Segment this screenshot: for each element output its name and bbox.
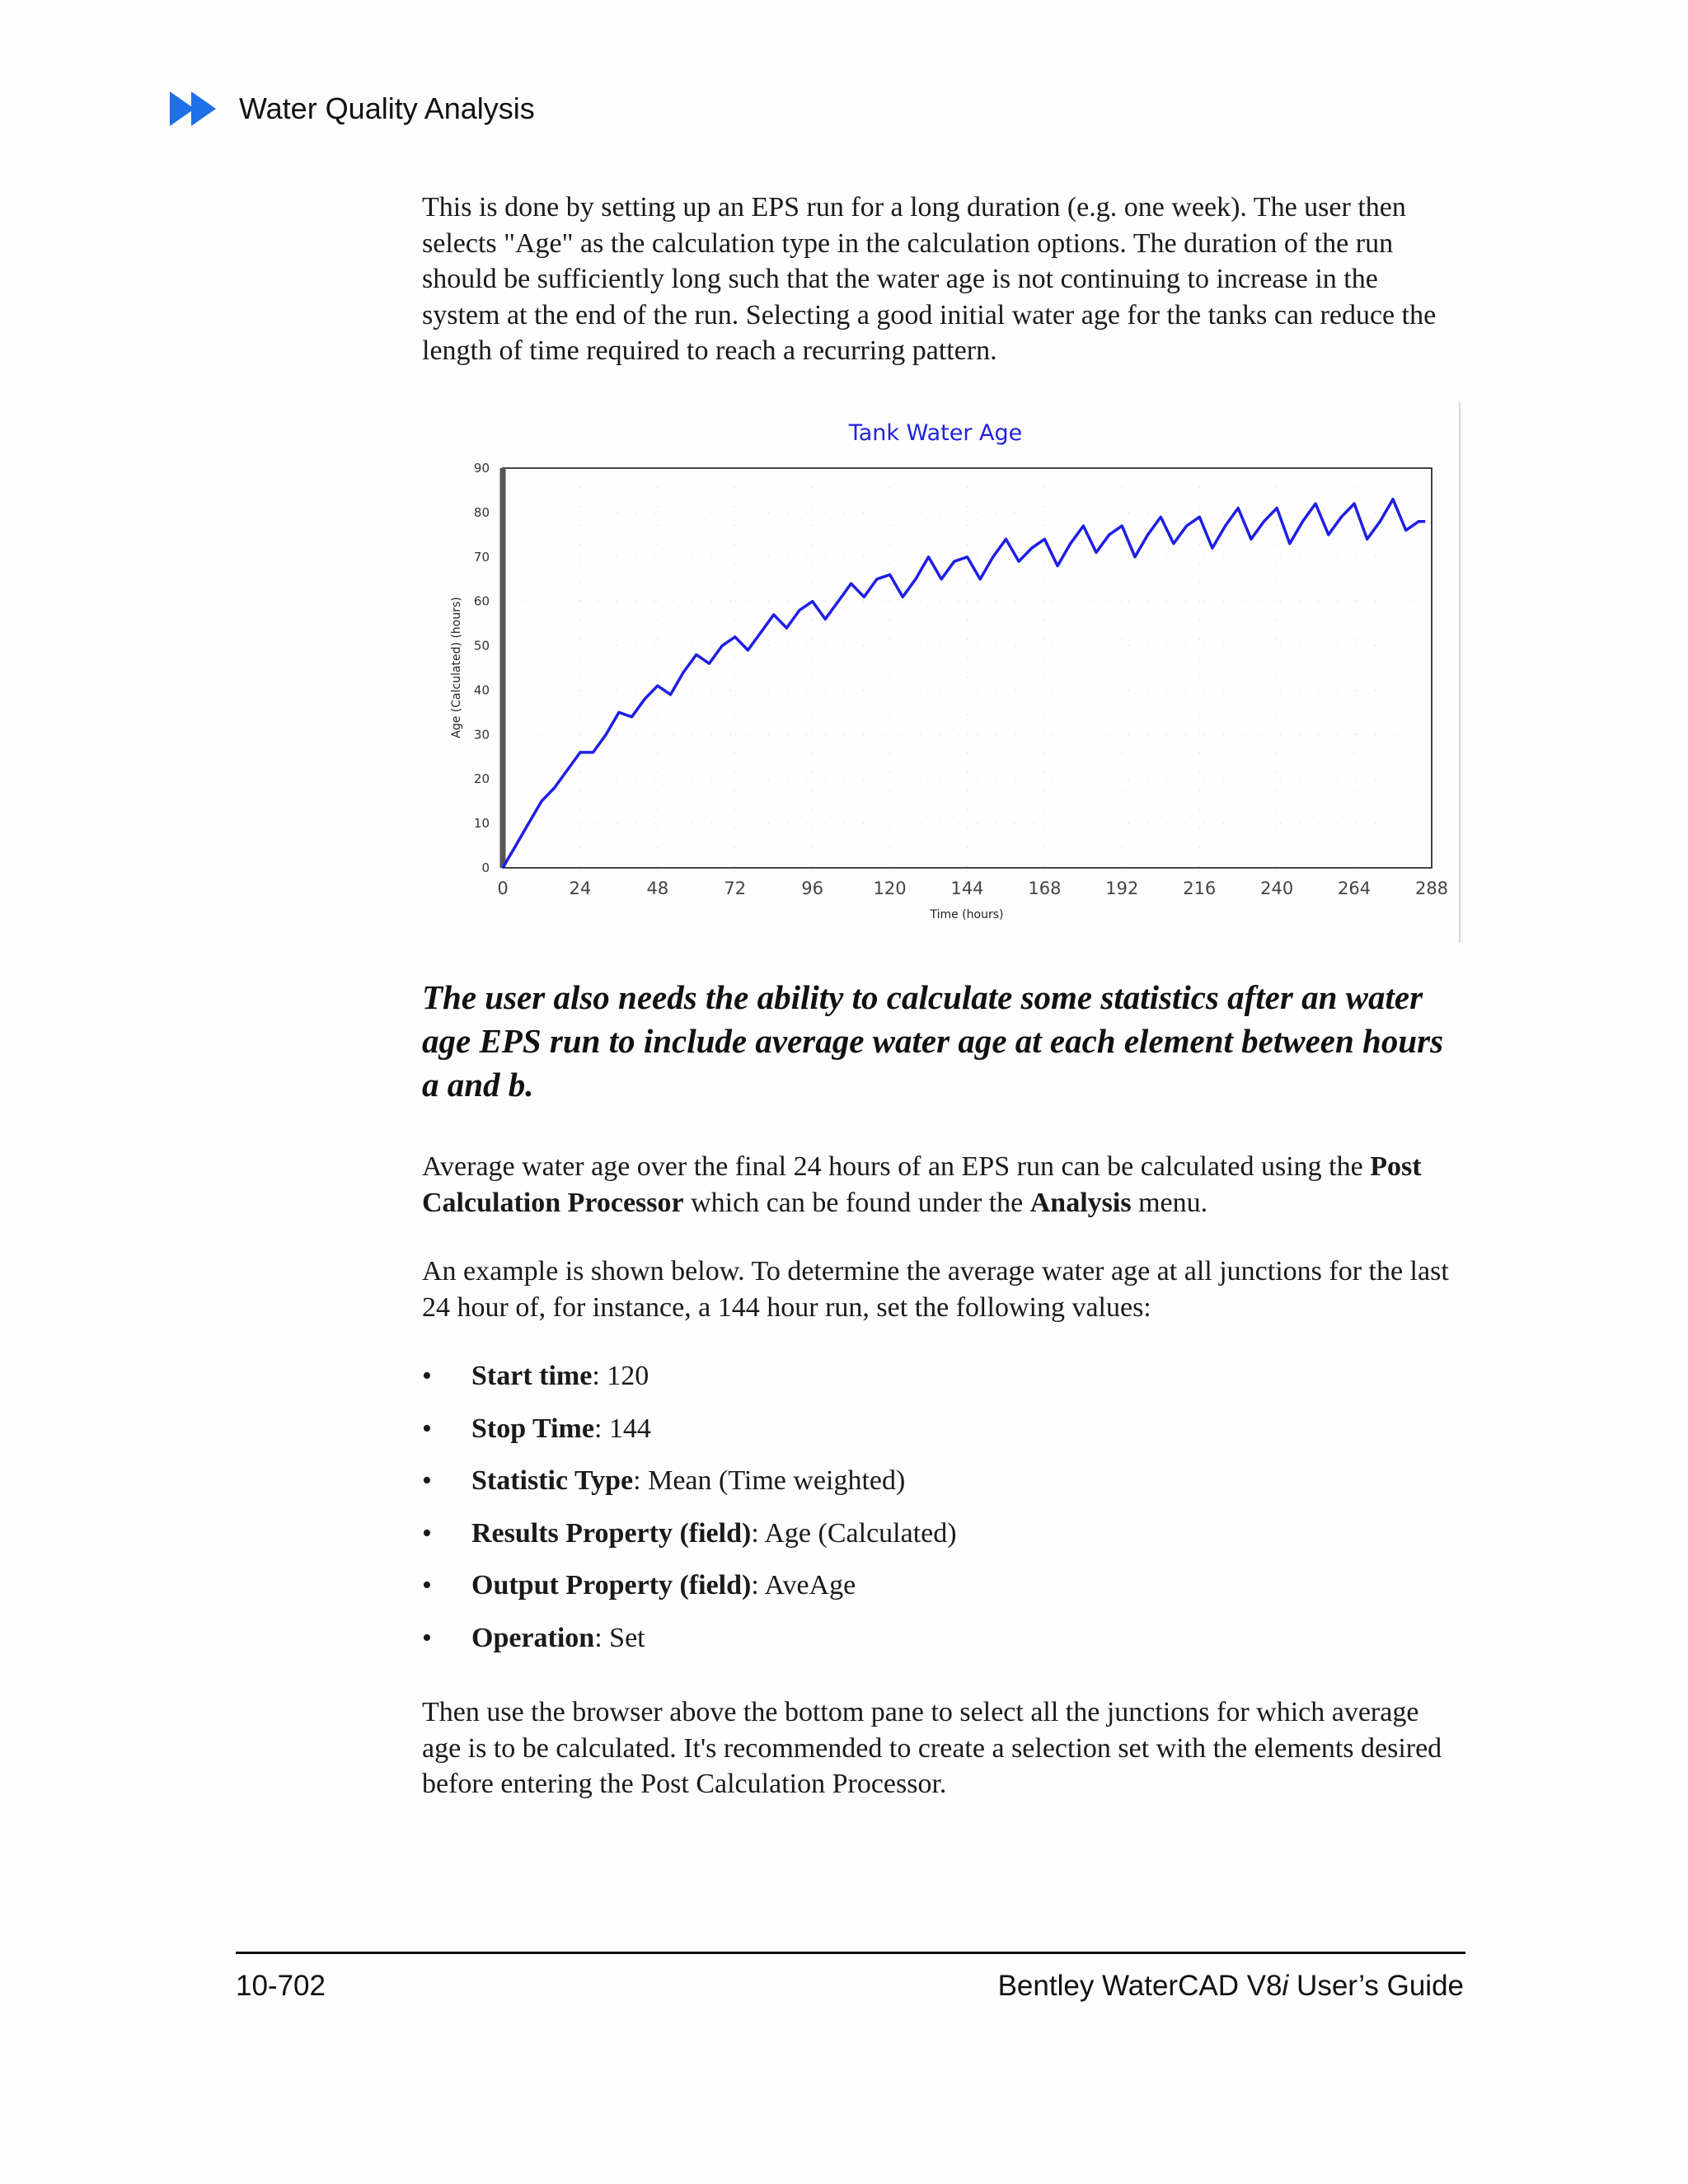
x-tick-label: 48 [646,879,669,898]
guide-title [998,1970,1464,2003]
y-tick-label: 30 [473,727,490,743]
page-number: 10-702 [236,1970,326,2002]
intro-paragraph: This is done by setting up an EPS run for a long duration (e.g. one week). The user then selects "Age" as the calculation type in the calculation options. The duration of the run should be sufficiently long such that the water age is not continuing to increase in the system at the end of the run. Selecting a good initial water age for the tanks can reduce the length of time required to reach a recurring pattern. [422,192,1437,366]
x-tick-label: 264 [1338,879,1372,898]
x-axis-label: Time (hours) [930,908,1004,921]
y-tick-labels [474,461,490,875]
y-tick-label: 60 [473,593,490,609]
bullet: • [422,1622,432,1653]
post-calc-text-a: Average water age over the final 24 hours of an EPS run can be calculated using the [422,1151,1371,1182]
bullet: • [422,1361,432,1391]
tank-water-age-chart [437,401,1464,944]
bullet: • [422,1517,432,1549]
post-calc-text-c: menu. [1131,1187,1208,1218]
bullet: • [422,1413,432,1444]
guide-title-prefix: Bentley WaterCAD V8 [997,1970,1282,2002]
x-tick-label: 72 [724,879,747,898]
bullet: • [422,1570,432,1601]
plot-area-frame [503,468,1432,868]
example-paragraph: An example is shown below. To determine the average water age at all junctions for the last 24 hour of, for instance, a 144 hour run, set the following values: [422,1256,1449,1323]
chart-title: Tank Water Age [848,420,1023,446]
x-tick-label: 168 [1028,879,1062,898]
x-tick-label: 240 [1260,879,1294,898]
setting-value: : Mean (Time weighted) [633,1465,906,1497]
section-heading: The user also needs the ability to calculate some statistics after an water age EPS run to include average water age at each element between hours a and b. [422,978,1444,1104]
y-axis-label: Age (Calculated) (hours) [450,597,463,738]
setting-label: Results Property (field) [471,1517,752,1549]
bullet: • [422,1465,432,1497]
x-tick-label: 288 [1414,879,1449,898]
post-calc-text-b: which can be found under the [683,1187,1030,1218]
setting-value: : 120 [592,1361,649,1391]
double-chevron-right-icon [170,91,221,126]
footer-rule [236,1952,1465,1954]
setting-label: Stop Time [471,1413,594,1444]
x-tick-label: 0 [497,879,509,898]
setting-label: Operation [471,1622,595,1653]
list-item [422,1358,1462,1411]
y-tick-label: 90 [473,461,490,476]
chart-side-border [1459,402,1461,943]
running-header-title: Water Quality Analysis [239,91,535,125]
list-item [422,1463,1462,1516]
settings-list [422,1358,1462,1673]
y-tick-label: 50 [473,638,490,654]
list-item [422,1568,1462,1620]
x-tick-label: 192 [1105,879,1139,898]
series-line-tank-age [503,499,1425,868]
y-tick-label: 80 [473,504,490,520]
setting-label: Output Property (field) [471,1570,752,1601]
x-tick-label: 24 [569,879,592,898]
post-calc-processor-term: Post Calculation Processor [422,1151,1422,1218]
list-item [422,1620,1462,1673]
x-tick-label: 144 [950,879,984,898]
y-tick-label: 40 [473,682,490,698]
selection-paragraph: Then use the browser above the bottom pane to select all the junctions for which average age is to be calculated. It's recommended to create a selection set with the elements desired before entering the Post Calculation Processor. [422,1697,1442,1799]
running-header [170,89,535,129]
setting-value: : AveAge [751,1570,856,1601]
y-tick-label: 20 [473,771,490,787]
guide-title-suffix: User’s Guide [1288,1970,1464,2002]
setting-label: Statistic Type [471,1465,634,1497]
y-tick-label: 0 [481,860,490,875]
guide-title-italic: i [1282,1970,1289,2002]
setting-value: : Age (Calculated) [751,1517,957,1549]
setting-label: Start time [471,1361,593,1391]
list-item [422,1516,1462,1568]
x-tick-label: 216 [1183,879,1217,898]
y-tick-label: 70 [473,549,490,565]
setting-value: : 144 [593,1413,651,1444]
x-tick-label: 120 [873,879,907,898]
analysis-menu-term: Analysis [1029,1187,1132,1218]
x-tick-label: 96 [801,879,824,898]
list-item [422,1411,1462,1464]
chart-grid [503,468,1432,868]
setting-value: : Set [594,1622,645,1653]
x-tick-labels [497,879,1448,898]
post-calc-paragraph [422,1149,1462,1221]
y-tick-label: 10 [473,816,490,832]
